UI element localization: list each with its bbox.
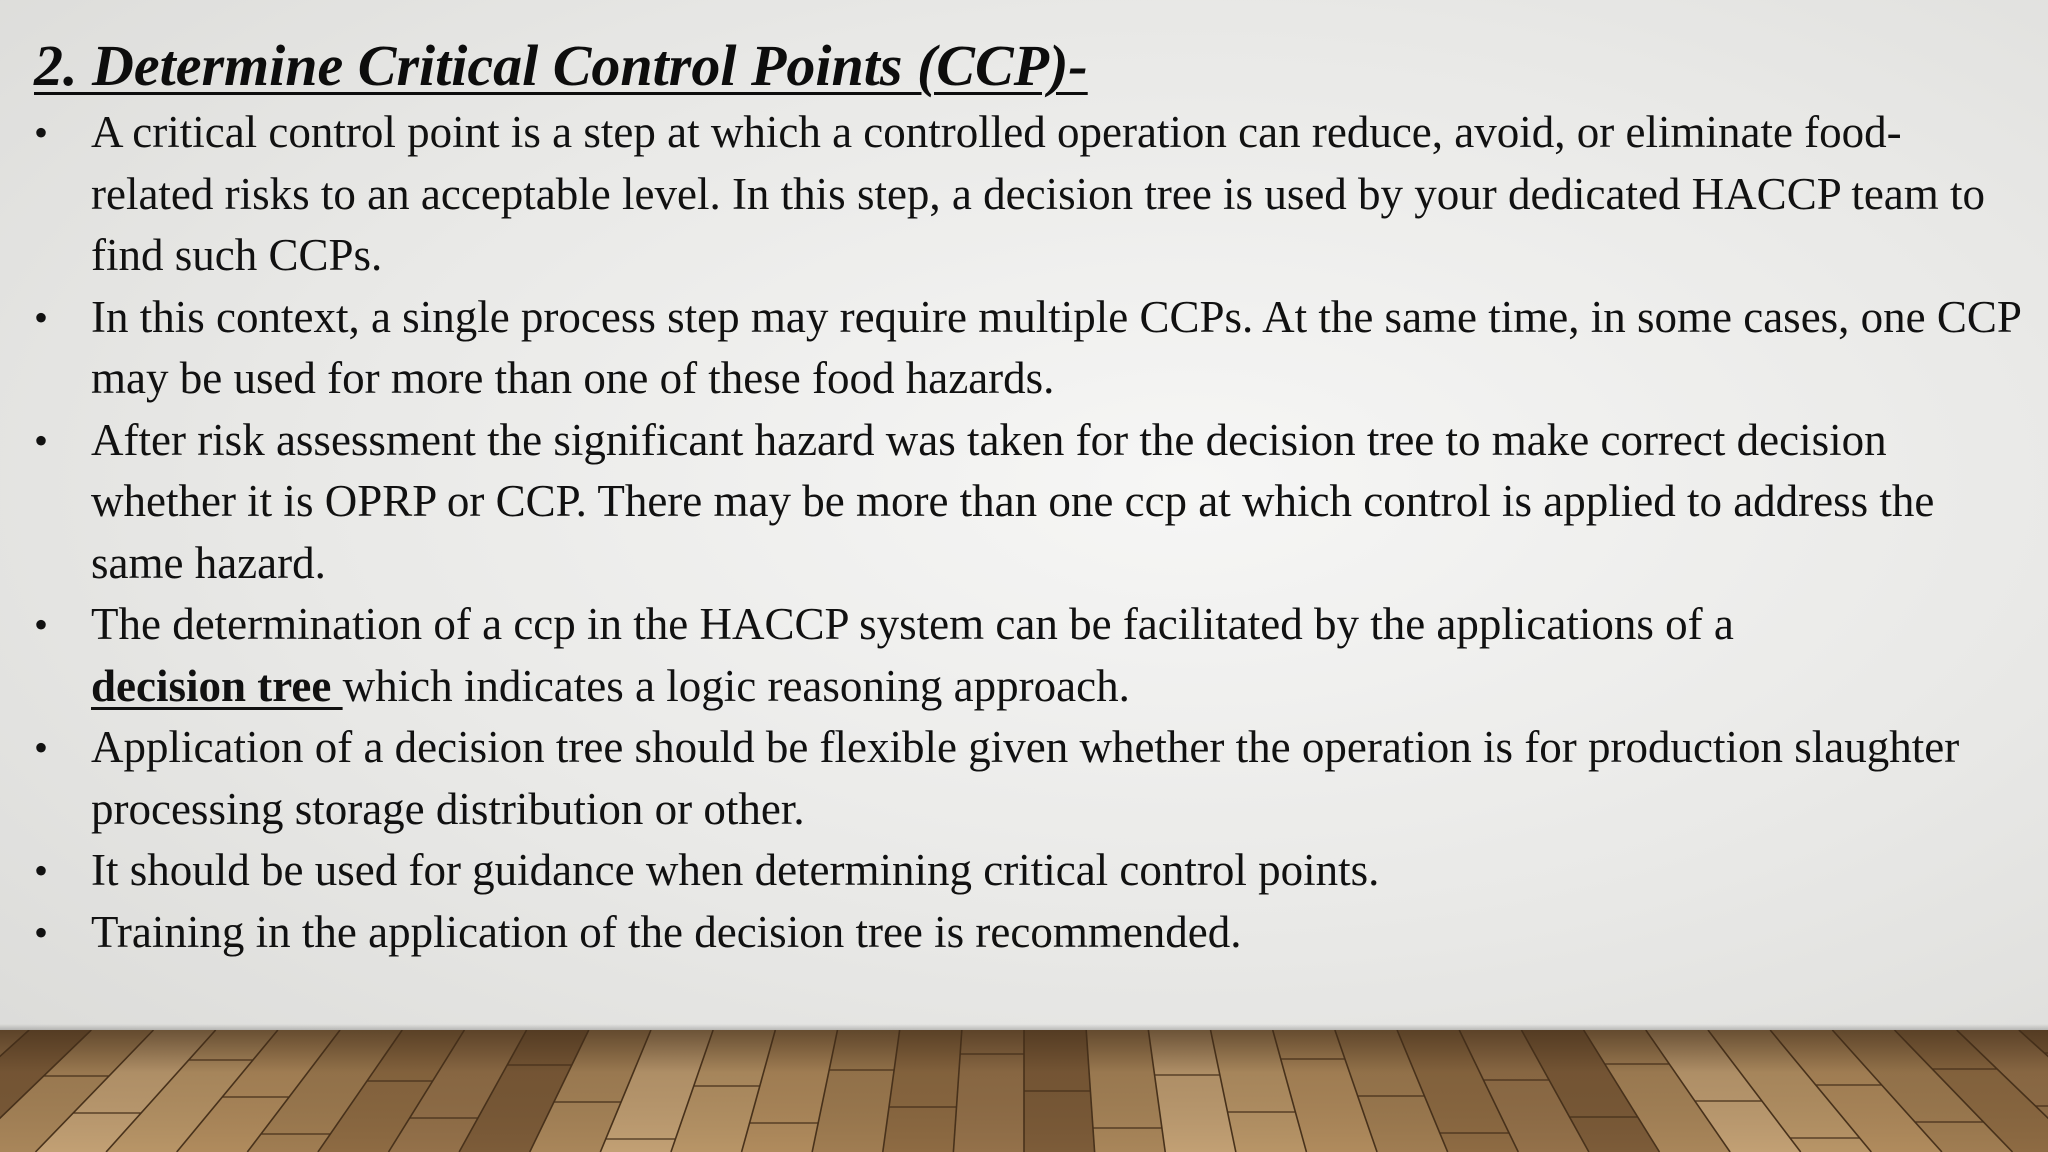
bullet-text: After risk assessment the significant hazard was taken for the decision tree to make correct decision whether it is OPRP or CCP. There may be more than one ccp at which control is applied to address the same hazard. — [91, 414, 1935, 588]
slide-title: 2. Determine Critical Control Points (CCP)- — [34, 33, 1088, 98]
bullet-item — [34, 717, 2024, 840]
bullet-text-after: which indicates a logic reasoning approach. — [342, 660, 1130, 711]
bullet-item — [34, 594, 2024, 717]
bullet-text-before: The determination of a ccp in the HACCP system can be facilitated by the applications of a — [91, 599, 1734, 649]
bullet-icon: • — [34, 725, 49, 770]
bullet-icon: • — [34, 110, 49, 155]
bullet-text: Application of a decision tree should be flexible given whether the operation is for production slaughter processing storage distribution or other. — [91, 722, 1960, 834]
bullet-item — [34, 287, 2024, 410]
bullet-text — [91, 599, 1734, 711]
decision-tree-emphasis: decision tree — [91, 660, 343, 711]
bullet-icon: • — [34, 294, 49, 340]
bullet-text: Training in the application of the decision tree is recommended. — [91, 906, 1242, 957]
bullet-icon: • — [34, 848, 49, 893]
bullet-icon: • — [34, 602, 49, 647]
wooden-floor-image — [0, 1030, 2048, 1152]
bullet-text: It should be used for guidance when determining critical control points. — [91, 845, 1380, 895]
bullet-text: In this context, a single process step may require multiple CCPs. At the same time, in some cases, one CCP may be used for more than one of these food hazards. — [91, 291, 2021, 403]
bullet-item — [34, 902, 2024, 964]
bullet-icon: • — [34, 909, 49, 955]
bullet-item — [34, 102, 2024, 287]
bullet-item — [34, 840, 2024, 902]
bullet-icon: • — [34, 417, 49, 463]
bullet-list — [34, 102, 2024, 963]
bullet-item — [34, 410, 2024, 595]
bullet-text: A critical control point is a step at which a controlled operation can reduce, avoid, or eliminate food-related risks to an acceptable level. In this step, a decision tree is used by your dedicated HACCP team to find such CCPs. — [91, 107, 1986, 280]
